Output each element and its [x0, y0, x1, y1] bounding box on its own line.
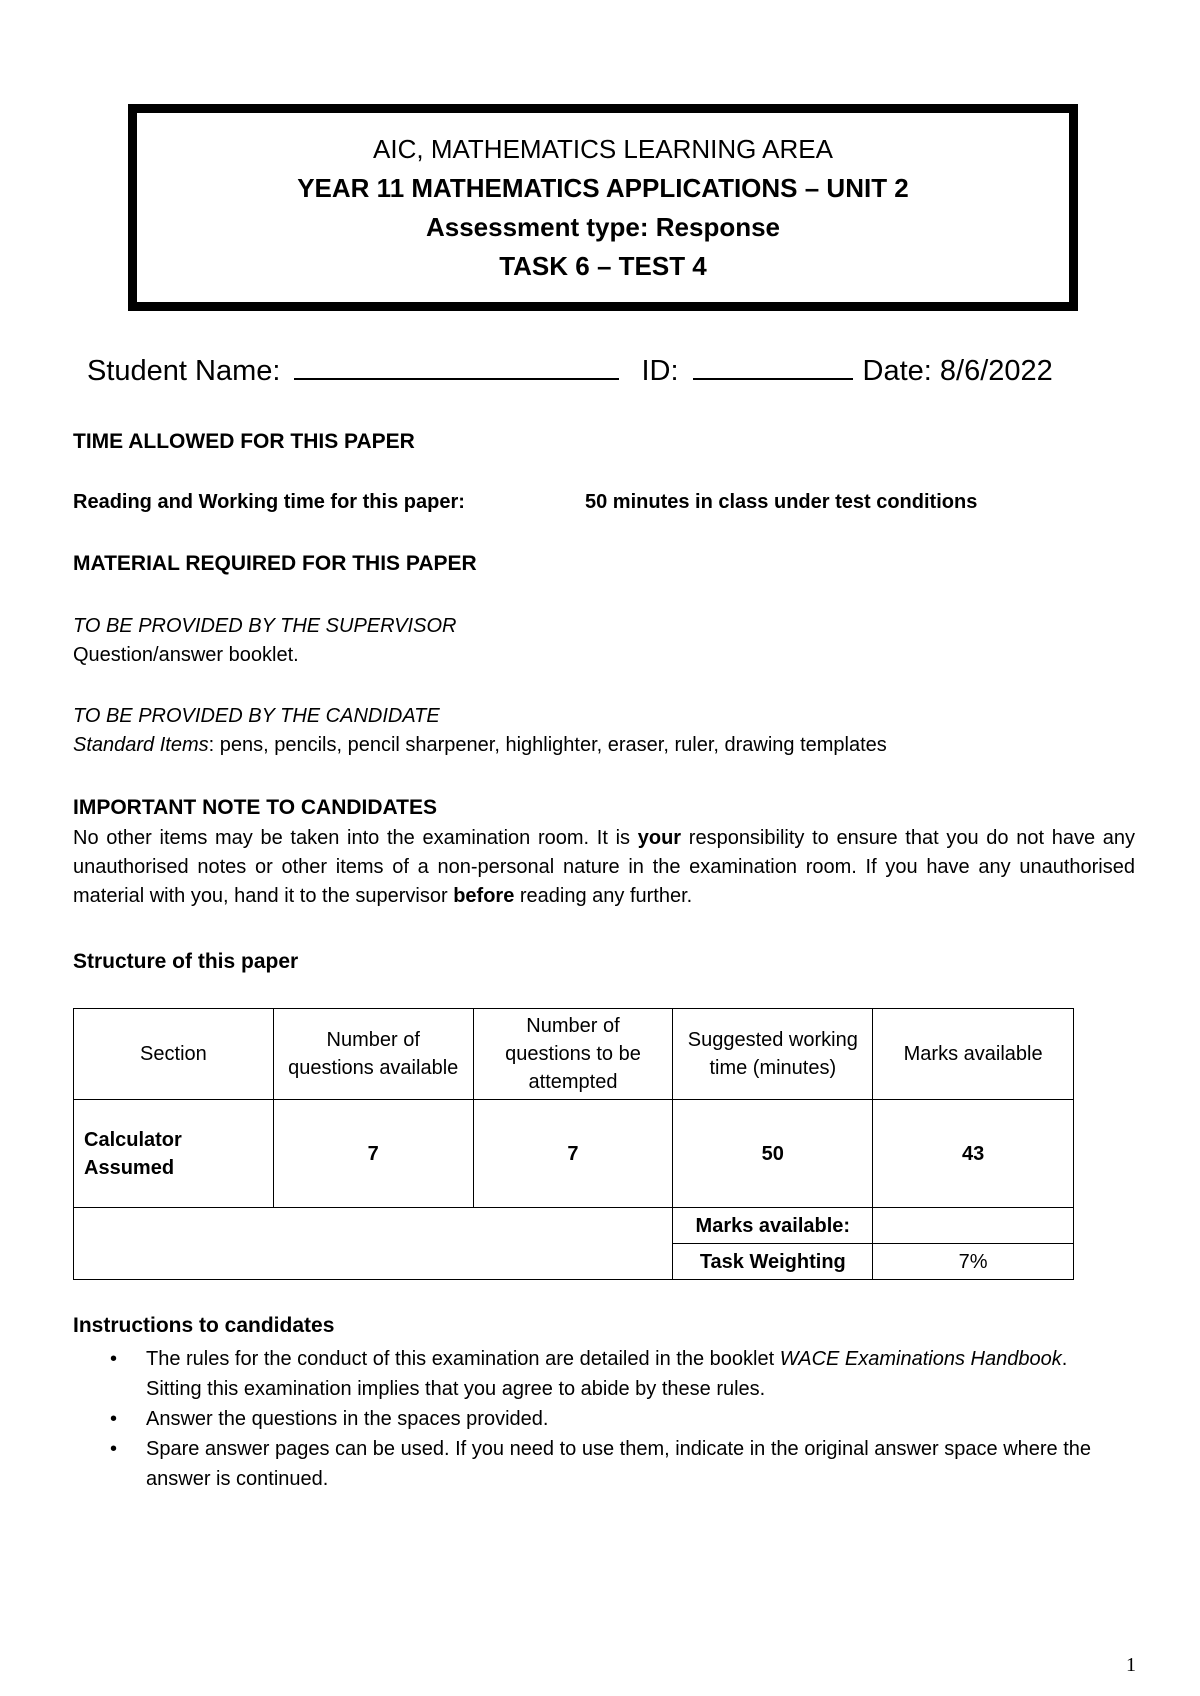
header-working-time: Suggested working time (minutes): [673, 1009, 873, 1100]
time-label: Reading and Working time for this paper:: [73, 491, 465, 513]
table-header-row: [74, 1009, 1074, 1100]
student-name-label: Student Name:: [87, 355, 281, 387]
note-text-2: responsibility to ensure that you do not have any unauthorised notes or other items of a non-personal nature in the examination room. If you have any unauthorised material with you, hand it to the supervisor: [73, 827, 1136, 907]
marks-available-label: Marks available:: [673, 1208, 873, 1244]
marks-available-value: [873, 1208, 1074, 1244]
student-name-blank: [294, 348, 619, 380]
header-school: AIC, MATHEMATICS LEARNING AREA: [373, 133, 833, 164]
instruction-2-text: Answer the questions in the spaces provided.: [146, 1408, 549, 1430]
structure-heading: Structure of this paper: [73, 950, 299, 973]
note-heading: IMPORTANT NOTE TO CANDIDATES: [73, 796, 437, 819]
task-weighting-label: Task Weighting: [673, 1244, 873, 1280]
bullet-icon: •: [110, 1408, 118, 1430]
student-details-line: [87, 348, 1087, 392]
standard-items-list: : pens, pencils, pencil sharpener, highlighter, eraser, ruler, drawing templates: [208, 734, 887, 756]
header-task: TASK 6 – TEST 4: [499, 250, 707, 281]
table-blank-cell: [74, 1208, 673, 1280]
instruction-1-text-end: . Sitting this examination implies that you agree to abide by these rules.: [146, 1348, 1068, 1400]
row-available: 7: [273, 1100, 473, 1208]
list-item: [100, 1434, 1100, 1494]
instruction-3-text: Spare answer pages can be used. If you need to use them, indicate in the original answer space where the answer is continued.: [146, 1438, 1092, 1490]
note-emphasis-your: your: [637, 827, 682, 849]
student-id-blank: [693, 348, 853, 380]
header-course: YEAR 11 MATHEMATICS APPLICATIONS – UNIT 2: [297, 172, 909, 203]
header-section: Section: [74, 1009, 274, 1100]
instructions-list: [100, 1344, 1100, 1494]
note-text-1: No other items may be taken into the examination room. It is: [73, 827, 638, 849]
header-marks-available: Marks available: [873, 1009, 1074, 1100]
header-questions-attempted: Number of questions to be attempted: [473, 1009, 673, 1100]
date-label: Date: 8/6/2022: [862, 355, 1053, 387]
time-value: 50 minutes in class under test conditions: [585, 491, 978, 513]
row-time: 50: [673, 1100, 873, 1208]
marks-available-row: [74, 1208, 1074, 1244]
instruction-1-booklet: WACE Examinations Handbook: [779, 1348, 1062, 1370]
header-questions-available: Number of questions available: [273, 1009, 473, 1100]
structure-table: [73, 1008, 1074, 1280]
bullet-icon: •: [110, 1348, 118, 1370]
time-heading: TIME ALLOWED FOR THIS PAPER: [73, 430, 415, 453]
bullet-icon: •: [110, 1438, 118, 1460]
instructions-heading: Instructions to candidates: [73, 1314, 335, 1337]
standard-items-label: Standard Items: [73, 734, 209, 756]
title-box: [128, 104, 1078, 311]
row-attempted: 7: [473, 1100, 673, 1208]
note-paragraph: [73, 824, 1135, 911]
table-row: [74, 1100, 1074, 1208]
student-id-label: ID:: [641, 355, 679, 387]
header-assessment-type: Assessment type: Response: [425, 211, 781, 242]
list-item: [100, 1404, 1100, 1434]
note-text-3: reading any further.: [514, 885, 693, 907]
material-heading: MATERIAL REQUIRED FOR THIS PAPER: [73, 552, 477, 575]
task-weighting-value: 7%: [873, 1244, 1074, 1280]
row-marks: 43: [873, 1100, 1074, 1208]
supervisor-items: Question/answer booklet.: [73, 644, 299, 666]
candidate-heading: TO BE PROVIDED BY THE CANDIDATE: [73, 705, 440, 727]
supervisor-heading: TO BE PROVIDED BY THE SUPERVISOR: [73, 615, 457, 637]
note-emphasis-before: before: [453, 885, 515, 907]
list-item: [100, 1344, 1100, 1404]
candidate-items: [73, 731, 887, 760]
row-section: Calculator Assumed: [74, 1100, 274, 1208]
page-number: 1: [1126, 1654, 1136, 1676]
instruction-1-text: The rules for the conduct of this examination are detailed in the booklet: [146, 1348, 780, 1370]
